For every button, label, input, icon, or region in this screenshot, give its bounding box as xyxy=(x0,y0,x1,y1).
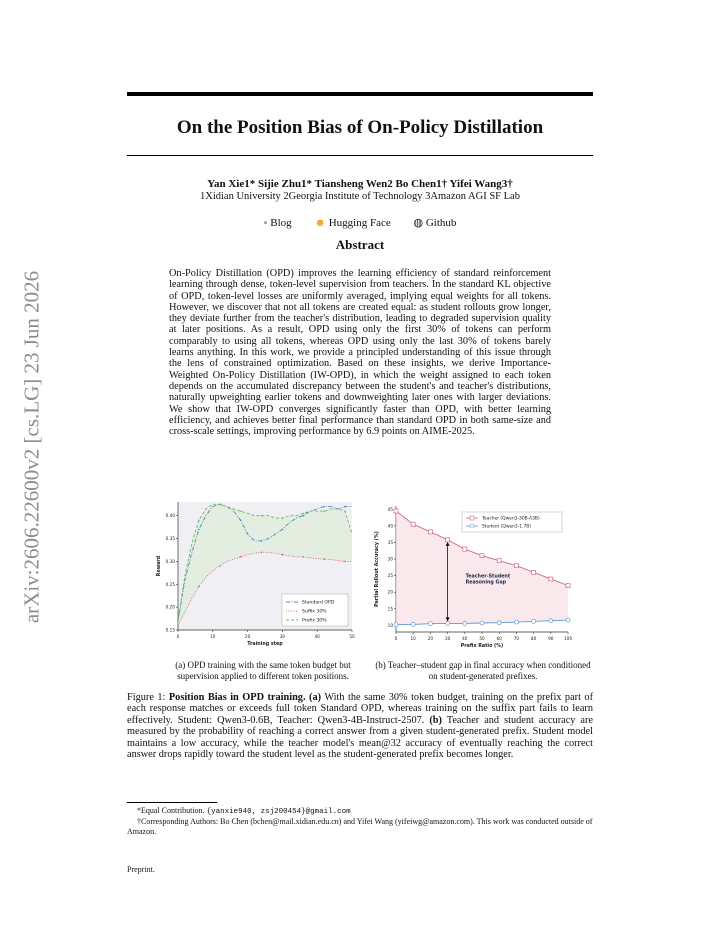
data-point xyxy=(219,565,221,567)
data-point xyxy=(566,584,570,588)
footnote-rule xyxy=(127,802,217,803)
data-point xyxy=(198,529,200,531)
data-point xyxy=(549,619,553,623)
y-tick-label: 20 xyxy=(387,589,393,595)
y-tick-label: 30 xyxy=(387,556,393,562)
data-point xyxy=(463,621,467,625)
link-blog[interactable] xyxy=(264,217,295,229)
y-tick-label: 45 xyxy=(387,506,393,512)
x-tick-label: 30 xyxy=(444,636,451,641)
data-point xyxy=(261,540,263,542)
data-point xyxy=(480,621,484,625)
data-point xyxy=(497,559,501,563)
chart-a-opd-training xyxy=(140,494,368,654)
data-point xyxy=(394,623,398,627)
y-axis-label: Partial Rollout Accuracy (%) xyxy=(375,531,380,607)
footnotes xyxy=(127,806,593,837)
data-point xyxy=(240,556,242,558)
data-point xyxy=(566,618,570,622)
x-tick-label: 20 xyxy=(244,634,251,639)
data-point xyxy=(411,522,415,526)
x-tick-label: 10 xyxy=(410,636,416,641)
data-point xyxy=(219,503,221,505)
data-point xyxy=(261,551,263,553)
figure-caption-a-label: (a) xyxy=(309,692,322,703)
y-tick-label: 25 xyxy=(387,573,393,579)
arxiv-id-text: arXiv:2606.22600v2 [cs.LG] 23 Jun 2026 xyxy=(19,270,44,624)
data-point xyxy=(446,538,450,542)
paper-title: On the Position Bias of On-Policy Distillation xyxy=(176,117,544,138)
data-point xyxy=(302,515,304,517)
figure-caption xyxy=(127,692,593,760)
data-point xyxy=(177,620,179,622)
legend-marker xyxy=(470,524,474,528)
y-tick-label: 35 xyxy=(387,539,393,545)
legend-label: Suffix 30% xyxy=(302,609,327,615)
x-tick-label: 30 xyxy=(279,634,286,639)
data-point xyxy=(323,506,325,508)
x-axis-label: Training step xyxy=(247,642,283,647)
data-point xyxy=(428,622,432,626)
data-point xyxy=(514,564,518,568)
footnote-1-emails: {yanxie940, zsj200454}@gmail.com xyxy=(206,808,351,816)
legend-label: Standard OPD xyxy=(302,600,335,606)
data-point xyxy=(198,519,200,521)
x-tick-label: 60 xyxy=(496,636,502,641)
data-point xyxy=(344,510,346,512)
footnote-equal-contribution xyxy=(127,806,593,817)
author-list: Yan Xie1* Sijie Zhu1* Tiansheng Wen2 Bo Chen1† Yifei Wang3† xyxy=(207,178,513,190)
affiliations: 1Xidian University 2Georgia Institute of Technology 3Amazon AGI SF Lab xyxy=(200,191,520,202)
link-hugging-face[interactable] xyxy=(314,217,393,229)
data-point xyxy=(302,556,304,558)
data-point xyxy=(532,570,536,574)
y-tick-label: 0.25 xyxy=(165,581,175,587)
y-tick-label: 0.15 xyxy=(165,627,175,633)
legend-label: Student (Qwen3-1.7B) xyxy=(482,524,532,530)
y-tick-label: 0.35 xyxy=(165,536,175,542)
legend-label: Prefix 30% xyxy=(302,618,327,624)
data-point xyxy=(463,547,467,551)
arxiv-sidebar-id xyxy=(14,262,50,632)
x-tick-label: 70 xyxy=(513,636,520,641)
annotation-line-1: Teacher-Student xyxy=(465,574,511,580)
data-point xyxy=(177,625,179,627)
footnote-1-prefix: *Equal Contribution. xyxy=(137,806,207,815)
legend-label: Teacher (Qwen3-30B-A3B) xyxy=(482,516,540,522)
figure-caption-a: With the same 30% token budget, training on the prefix part of each response matches or exceeds full token Standard OPD, whereas training on the suffix part fails to learn effectively. Student: Qwen3-0.6B, Teacher: Qwen3-4B-Instruct-2507. xyxy=(127,692,594,726)
x-tick-label: 50 xyxy=(349,634,355,639)
data-point xyxy=(323,558,325,560)
data-point xyxy=(344,506,346,508)
x-tick-label: 40 xyxy=(462,636,468,641)
data-point xyxy=(302,513,304,515)
hugging-face-icon: ☻ xyxy=(314,217,326,229)
data-point xyxy=(532,619,536,623)
data-point xyxy=(282,554,284,556)
legend-marker xyxy=(470,516,474,520)
data-point xyxy=(411,622,415,626)
footnote-corresponding: †Corresponding Authors: Bo Chen (bchen@mail.xidian.edu.cn) and Yifei Wang (yifeiwg@amazon.com). This work was conducted outside of Amazon. xyxy=(127,817,593,836)
y-tick-label: 10 xyxy=(387,622,393,628)
data-point xyxy=(446,621,450,625)
document-icon: ▪ xyxy=(263,217,268,229)
data-point xyxy=(323,510,325,512)
data-point xyxy=(428,530,432,534)
x-axis-label: Prefix Ratio (%) xyxy=(460,644,504,649)
y-tick-label: 40 xyxy=(387,523,393,529)
x-tick-label: 10 xyxy=(210,634,216,639)
title-rule-top xyxy=(127,92,593,96)
x-tick-label: 50 xyxy=(479,636,485,641)
data-point xyxy=(549,577,553,581)
abstract-body: On-Policy Distillation (OPD) improves the learning efficiency of standard reinforcement learning through dense, token-level supervision from teachers. In the standard KL objective of OPD, token-level losses are uniformly averaged, implying equal weights for all tokens. However, we discover that not all tokens are created equal: as student rollouts grow longer, they deviate further from the teacher's distribution, leading to degraded supervision quality at later positions. As a result, OPD using only the first 30% of tokens can perform comparably to using all tokens, whereas OPD using only the last 30% of tokens barely learns anything. In this work, we provide a principled understanding of this issue through the lens of constrained optimization. Based on these insights, we derive Importance-Weighted On-Policy Distillation (IW-OPD), in which the weight assigned to each token depends on the accumulated discrepancy between the student's and teacher's distributions, naturally upweighting earlier tokens and downweighting later ones with larger deviations. We show that IW-OPD converges significantly faster than OPD, with better learning efficiency, and achieves better final performance than standard OPD in both same-size and cross-scale settings, improving performance by 6.9 points on AIME-2025. xyxy=(169,268,551,438)
data-point xyxy=(497,621,501,625)
title-rule-bottom xyxy=(127,155,593,156)
chart-b-teacher-student-gap xyxy=(372,500,594,655)
subcaption-b: (b) Teacher–student gap in final accuracy when conditioned on student-generated prefixes. xyxy=(375,660,591,681)
github-icon: ◍ xyxy=(413,217,424,229)
figure-caption-b-label: (b) xyxy=(429,714,442,726)
y-tick-label: 0.40 xyxy=(165,513,175,519)
data-point xyxy=(240,510,242,512)
data-point xyxy=(282,529,284,531)
link-github[interactable] xyxy=(413,217,456,229)
x-tick-label: 0 xyxy=(394,636,398,641)
figure-caption-b: Teacher and student accuracy are measured by the probability of reaching a correct answer from a given student-generated prefix. Student model maintains a low accuracy, while the teacher model's mean@32 accuracy of eventually reaching the correct answer drops rapidly toward the student level as the student-generated prefix becomes longer. xyxy=(127,714,593,761)
data-point xyxy=(514,620,518,624)
data-point xyxy=(394,509,398,513)
data-point xyxy=(261,515,263,517)
x-tick-label: 80 xyxy=(530,636,537,641)
resource-links xyxy=(127,216,593,229)
subcaption-a: (a) OPD training with the same token budget but supervision applied to different token positions. xyxy=(175,660,351,681)
annotation-line-2: Reasoning Gap xyxy=(465,580,507,586)
x-tick-label: 20 xyxy=(427,636,434,641)
link-github-label: Github xyxy=(425,217,457,229)
y-tick-label: 15 xyxy=(387,606,393,612)
preprint-label: Preprint. xyxy=(127,865,155,874)
x-tick-label: 40 xyxy=(314,634,320,639)
figure-caption-label: Figure 1: xyxy=(127,692,169,703)
data-point xyxy=(240,519,242,521)
data-point xyxy=(480,554,484,558)
link-blog-label: Blog xyxy=(270,217,292,229)
figure-caption-bold: Position Bias in OPD training. xyxy=(168,692,306,703)
data-point xyxy=(198,586,200,588)
data-point xyxy=(344,561,346,563)
x-tick-label: 0 xyxy=(176,634,180,639)
data-point xyxy=(282,517,284,519)
y-tick-label: 0.30 xyxy=(165,558,175,564)
x-tick-label: 90 xyxy=(548,636,554,641)
link-hugging-face-label: Hugging Face xyxy=(328,217,391,229)
y-tick-label: 0.20 xyxy=(165,604,175,610)
y-axis-label: Reward xyxy=(157,555,162,577)
x-tick-label: 100 xyxy=(564,636,572,641)
abstract-heading: Abstract xyxy=(335,237,385,252)
